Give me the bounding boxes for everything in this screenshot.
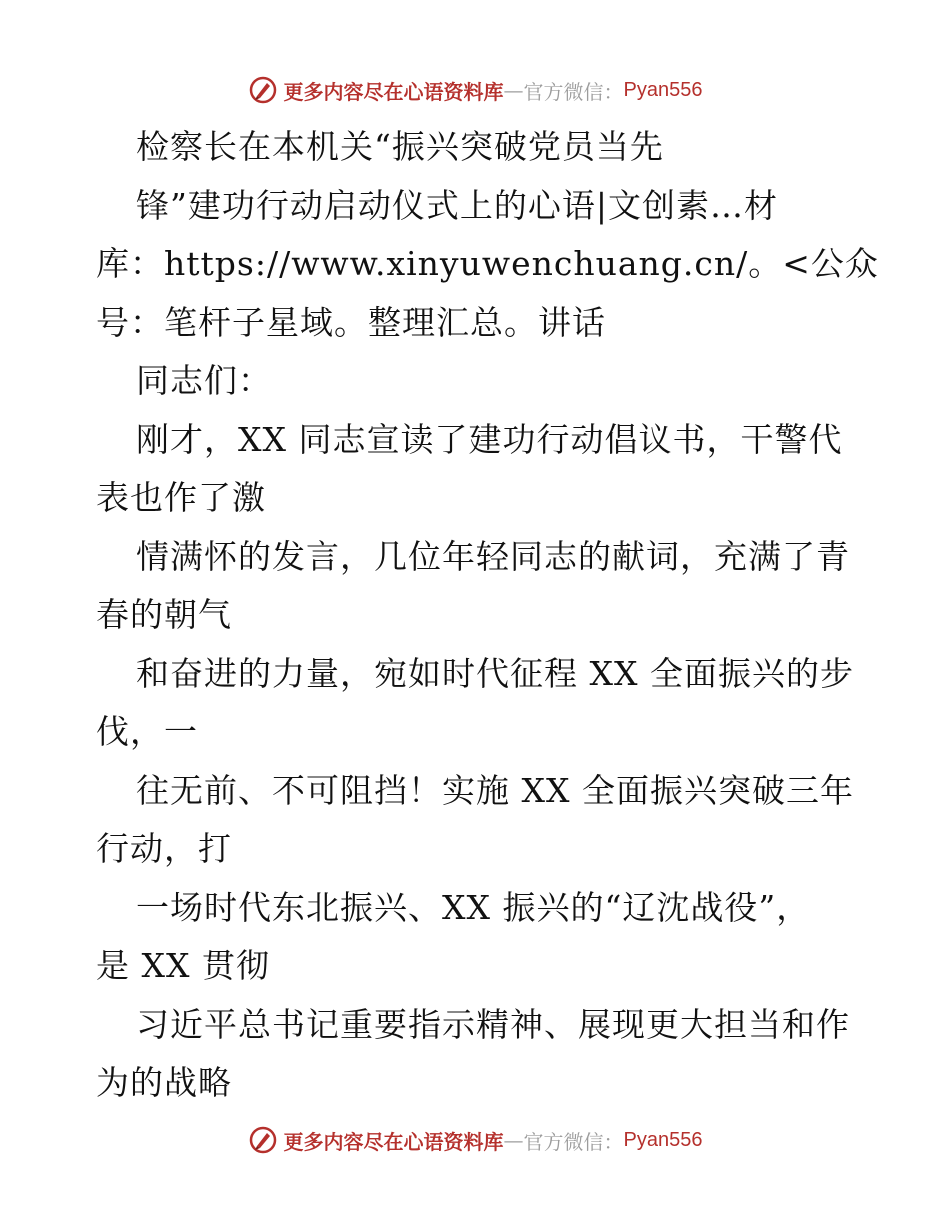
text-line: 情满怀的发言，几位年轻同志的献词，充满了青: [136, 536, 850, 576]
text-line: 库：https://www.xinyuwenchuang.cn/。<公众: [96, 244, 879, 283]
promo-text: 更多内容尽在心语资料库: [283, 1129, 504, 1154]
text-line: 和奋进的力量，宛如时代征程 XX 全面振兴的步: [136, 653, 854, 693]
promo-text: 更多内容尽在心语资料库: [283, 79, 504, 104]
text-line: 习近平总书记重要指示精神、展现更大担当和作: [136, 1004, 850, 1044]
wechat-label: 官方微信：: [523, 79, 624, 104]
promo-dash: —: [503, 78, 524, 102]
text-line: 一场时代东北振兴、XX 振兴的“辽沈战役”，: [136, 887, 811, 927]
text-line: 同志们：: [136, 361, 272, 400]
wechat-label: 官方微信：: [523, 1129, 624, 1154]
text-line: 伐，一: [96, 712, 198, 751]
text-line: 行动，打: [96, 829, 232, 868]
pen-logo-icon: [248, 1125, 278, 1155]
wechat-id: Pyan556: [623, 78, 703, 101]
wechat-id: Pyan556: [623, 1128, 703, 1151]
document-body: [96, 118, 886, 1113]
text-line: 锋”建功行动启动仪式上的心语|文创素…材: [136, 185, 778, 225]
footer-watermark-banner: [0, 1120, 950, 1160]
text-line: 刚才，XX 同志宣读了建功行动倡议书，干警代: [136, 419, 843, 459]
text-line: 春的朝气: [96, 595, 232, 634]
header-watermark-banner: [0, 70, 950, 110]
promo-dash: —: [503, 1128, 524, 1152]
pen-logo-icon: [248, 75, 278, 105]
text-line: 检察长在本机关“振兴突破党员当先: [136, 127, 664, 166]
text-line: 表也作了激: [96, 478, 266, 517]
text-line: 是 XX 贯彻: [96, 946, 270, 985]
text-line: 号：笔杆子星域。整理汇总。讲话: [96, 302, 606, 342]
text-line: 为的战略: [96, 1063, 232, 1102]
text-line: 往无前、不可阻挡！实施 XX 全面振兴突破三年: [136, 770, 854, 810]
